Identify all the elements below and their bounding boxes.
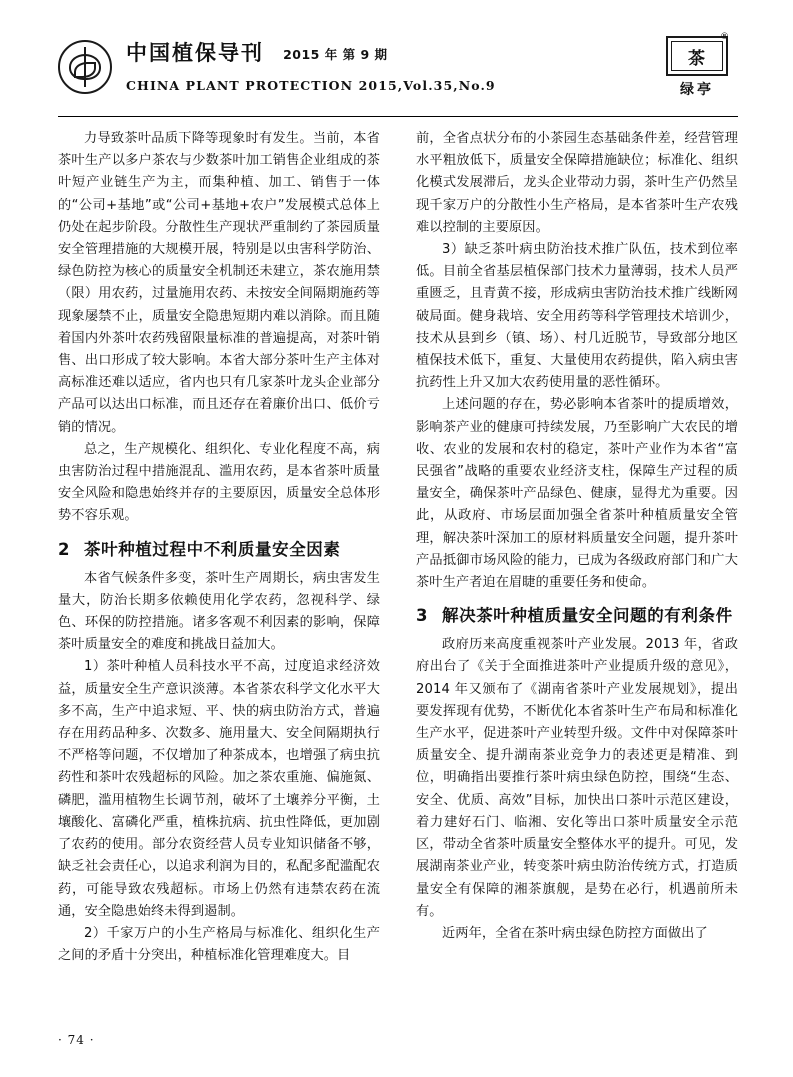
section-title: 解决茶叶种植质量安全问题的有利条件	[442, 606, 733, 626]
registered-mark: ®	[720, 32, 729, 42]
paragraph: 力导致茶叶品质下降等现象时有发生。当前，本省茶叶生产以多户茶农与少数茶叶加工销售企业组成的茶叶短产业链生产为主，而集种植、加工、销售于一体的“公司+基地”或“公司+基地+农户”发展模式总体上仍处在起步阶段。分散性生产现状严重制约了茶园质量安全管理措施的大规模开展，特别是以虫害科学防治、绿色防控为核心的质量安全机制还未建立，茶农施用禁（限）用农药，过量施用农药、未按安全间隔期施药等现象屡禁不止，质量安全隐患短期内难以消除。而且随着国内外茶叶农药残留限量标准的普遍提高，对茶叶销售、出口形成了较大影响。本省大部分茶叶生产主体对高标准还难以适应，省内也只有几家茶叶龙头企业部分产品可以达出口标准，而且还存在着廉价出口、低价亏销的情况。	[58, 131, 380, 435]
leaf-icon	[74, 62, 96, 78]
right-column	[416, 128, 738, 1008]
paragraph: 上述问题的存在，势必影响本省茶叶的提质增效，影响茶产业的健康可持续发展，乃至影响广大农民的增收、农业的发展和农村的稳定，茶叶产业作为本省“富民强省”战略的重要农业经济支柱，保障生产过程的质量安全，确保茶叶产品绿色、健康，显得尤为重要。因此，从政府、市场层面加强全省茶叶种植质量安全管理，解决茶叶深加工的原材料质量安全问题，提升茶叶产品抵御市场风险的能力，已成为各级政府部门和广大茶叶生产者迫在眉睫的重要任务和使命。	[416, 397, 738, 591]
page-header	[58, 32, 738, 112]
section-title: 茶叶种植过程中不利质量安全因素	[84, 539, 341, 559]
section-number: 3	[416, 606, 428, 626]
journal-masthead	[58, 40, 496, 94]
masthead-titles	[126, 41, 496, 92]
paragraph: 前，全省点状分布的小茶园生态基础条件差，经营管理水平粗放低下，质量安全保障措施缺位；标准化、组织化模式发展滞后，龙头企业带动力弱，茶叶生产仍然呈现千家万户的分散性小生产格局，是本省茶叶生产农残难以控制的主要原因。	[416, 131, 738, 235]
article-body	[58, 128, 738, 1008]
paragraph: 3）缺乏茶叶病虫防治技术推广队伍，技术到位率低。目前全省基层植保部门技术力量薄弱，技术人员严重匮乏，且青黄不接，形成病虫害防治技术推广线断网破局面。健身栽培、安全用药等科学管理技术培训少，技术从县到乡（镇、场）、村几近脱节，导致部分地区植保技术低下，重复、大量使用农药提供，陷入病虫害抗药性上升又加大农药使用量的恶性循环。	[416, 242, 738, 391]
paragraph: 政府历来高度重视茶叶产业发展。2013 年，省政府出台了《关于全面推进茶叶产业提质升级的意见》，2014 年又颁布了《湖南省茶叶产业发展规划》，提出要发挥现有优势，不断优化本省茶叶生产布局和标准化生产水平，促进茶叶产业转型升级。文件中对保障茶叶质量安全、提升湖南茶业竞争力的表述更是精准、到位，明确指出要推行茶叶病虫绿色防控，围绕“生态、安全、优质、高效”目标，加快出口茶叶示范区建设，着力建好石门、临湘、安化等出口茶叶质量安全示范区，带动全省茶叶质量安全整体水平的提升。可见，发展湖南茶业产业，转变茶叶病虫防治传统方式，打造质量安全有保障的湘茶旗舰，是势在必行，机遇前所未有。	[416, 637, 738, 919]
paragraph: 2）千家万户的小生产格局与标准化、组织化生产之间的矛盾十分突出，种植标准化管理难度大。目	[58, 925, 380, 964]
journal-logo-icon	[58, 40, 112, 94]
section-number: 2	[58, 539, 70, 559]
section-heading	[58, 537, 380, 562]
paragraph: 总之，生产规模化、组织化、专业化程度不高，病虫害防治过程中措施混乱、滥用农药，是本省茶叶质量安全风险和隐患始终并存的主要原因，质量安全总体形势不容乐观。	[58, 441, 380, 524]
left-column	[58, 128, 380, 1008]
seal-icon	[666, 32, 729, 76]
paragraph: 本省气候条件多变，茶叶生产周期长，病虫害发生量大，防治长期多依赖使用化学农药，忽视科学、绿色、环保的防控措施。诸多客观不利因素的影响，保障茶叶质量安全的难度和挑战日益加大。	[58, 570, 380, 653]
paragraph: 近两年，全省在茶叶病虫绿色防控方面做出了	[442, 925, 708, 941]
page-number: · 74 ·	[58, 1033, 95, 1047]
journal-title-cn: 中国植保导刊	[126, 41, 264, 66]
paragraph: 1）茶叶种植人员科技水平不高，过度追求经济效益，质量安全生产意识淡薄。本省茶农科学文化水平大多不高，生产中追求短、平、快的病虫防治方式，普遍存在用药品种多、次数多、施用量大、安全间隔期执行不严格等问题，不仅增加了种茶成本，也增强了病虫抗药性和茶叶农残超标的风险。加之茶农重施、偏施氮、磷肥，滥用植物生长调节剂，破坏了土壤养分平衡，土壤酸化、富磷化严重，植株抗病、抗虫性降低，更加剧了农药的使用。部分农资经营人员专业知识储备不够，缺乏社会责任心，以追求利润为目的，私配多配滥配农药，可能导致农残超标。市场上仍然有违禁农药在流通，安全隐患始终未得到遏制。	[58, 659, 380, 919]
header-divider	[58, 116, 738, 117]
section-heading	[416, 603, 738, 628]
journal-title-en: CHINA PLANT PROTECTION 2015,Vol.35,No.9	[126, 77, 496, 93]
publisher-seal	[656, 32, 738, 99]
journal-issue-cn: 2015 年 第 9 期	[283, 47, 388, 62]
seal-text: 茶	[671, 41, 723, 71]
seal-label: 绿亭	[680, 82, 714, 98]
